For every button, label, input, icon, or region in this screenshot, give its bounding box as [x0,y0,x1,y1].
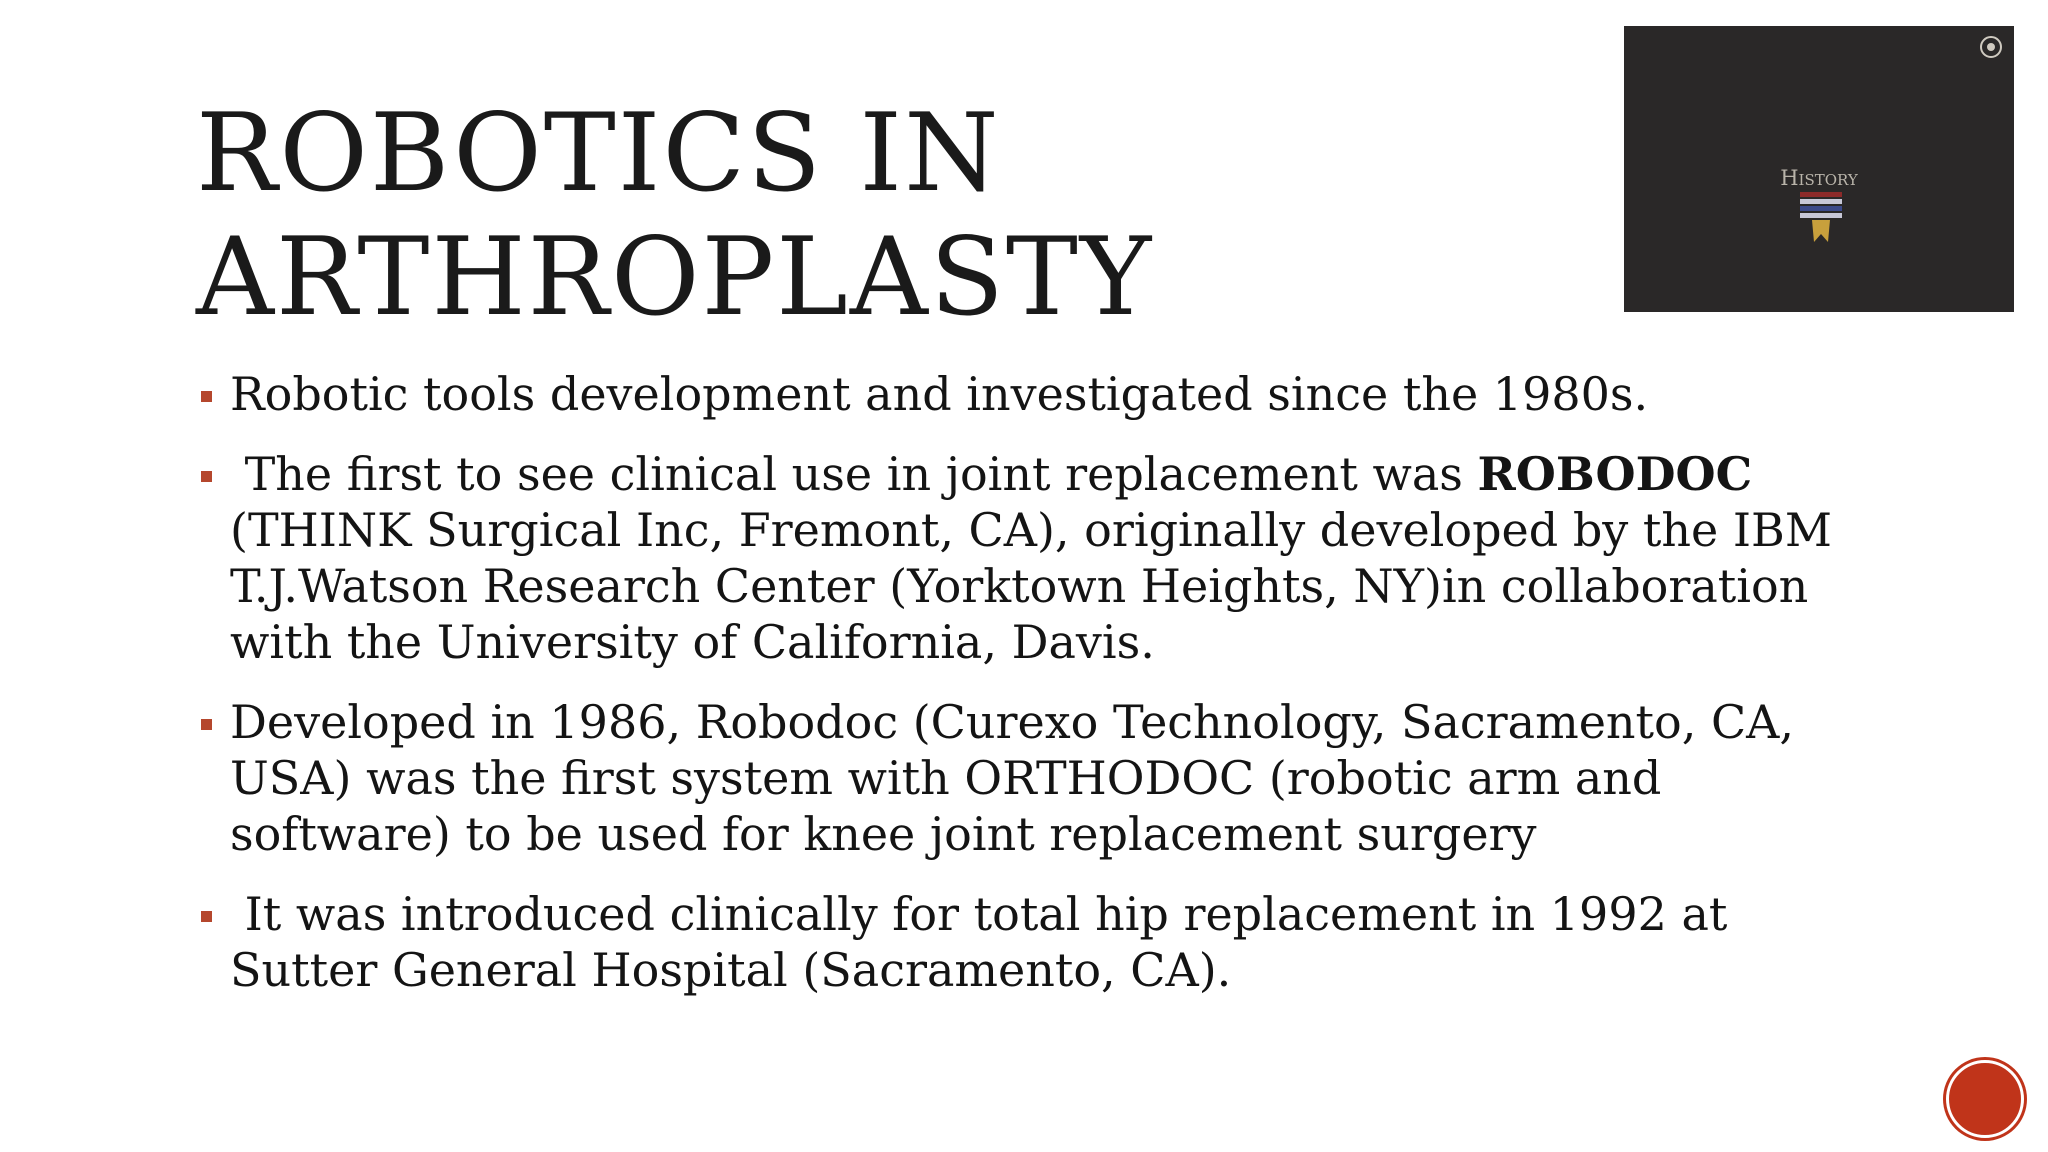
flag-emblem-icon [1798,190,1844,246]
bullet-marker-icon [201,719,212,730]
bullet-item [196,694,1836,862]
bullet-list [196,366,1836,1022]
slide-nav-button[interactable] [1946,1060,2024,1138]
bullet-marker-icon [201,391,212,402]
video-channel-label: History [1780,166,1858,190]
bullet-marker-icon [201,911,212,922]
bullet-text-post: (THINK Surgical Inc, Fremont, CA), originally developed by the IBM T.J.Watson Research Center (Yorktown Heights, NY)in collaboration with the University of California, Davis. [230,503,1832,669]
bullet-item [196,366,1836,422]
title-line-1: ROBOTICS IN [196,91,1001,216]
bullet-item [196,886,1836,998]
bullet-item [196,446,1836,670]
history-logo-icon [1978,34,2004,60]
bullet-text-bold: ROBODOC [1477,447,1753,501]
video-thumbnail[interactable] [1624,26,2014,312]
bullet-text: Robotic tools development and investigated since the 1980s. [230,367,1649,421]
bullet-text: Developed in 1986, Robodoc (Curexo Technology, Sacramento, CA, USA) was the first system with ORTHODOC (robotic arm and software) to be used for knee joint replacement surgery [230,695,1795,861]
slide-title [196,92,1496,340]
bullet-marker-icon [201,471,212,482]
bullet-text-pre: The first to see clinical use in joint replacement was [230,447,1478,501]
title-line-2: ARTHROPLASTY [196,215,1154,340]
bullet-text: It was introduced clinically for total hip replacement in 1992 at Sutter General Hospital (Sacramento, CA). [230,887,1743,997]
